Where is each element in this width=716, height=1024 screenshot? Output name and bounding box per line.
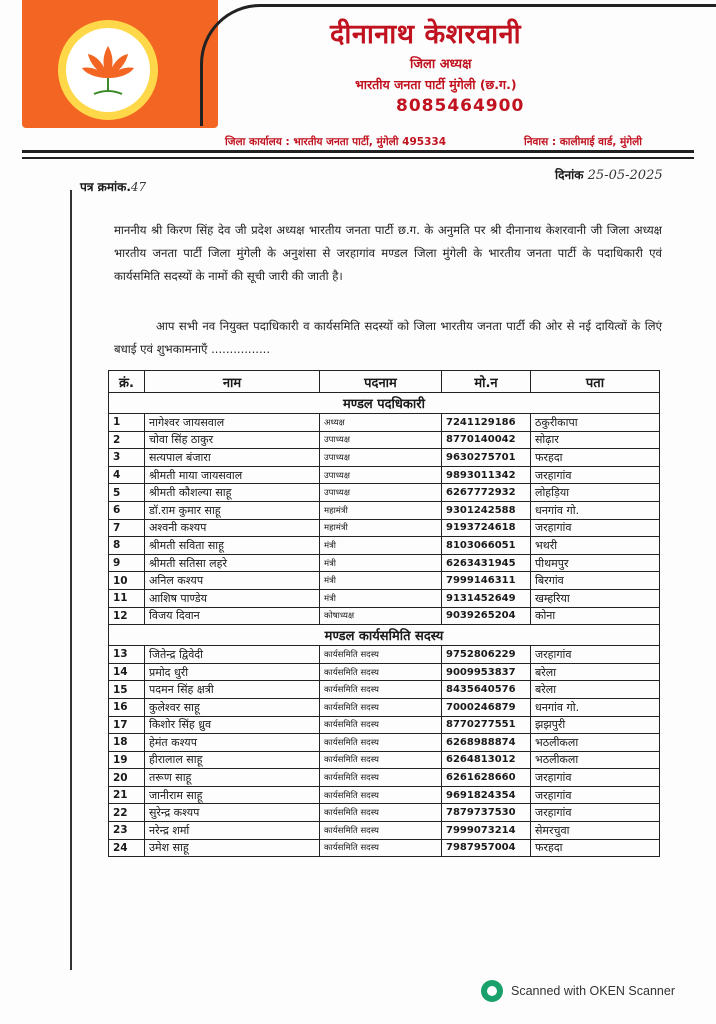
section-officials-title: मण्डल पदधिकारी (109, 393, 660, 414)
cell-name: अश्वनी कश्यप (145, 519, 320, 537)
table-row (109, 839, 660, 857)
cell-name: श्रीमती माया जायसवाल (145, 466, 320, 484)
header-address: पता (531, 371, 660, 393)
cell-mobile: 9009953837 (442, 663, 531, 681)
table-row (109, 822, 660, 840)
cell-mobile: 9131452649 (442, 589, 531, 607)
table-row (109, 519, 660, 537)
residence-address: निवास : कालीमाई वार्ड, मुंगेली (524, 136, 642, 148)
lotus-icon (66, 28, 150, 112)
reference-number: पत्र क्रमांक.47 (80, 180, 147, 194)
cell-name: जानीराम साहू (145, 786, 320, 804)
cell-post: कार्यसमिति सदस्य (320, 716, 442, 734)
cell-address: फरहदा (531, 449, 660, 467)
cell-post: कोषाध्यक्ष (320, 607, 442, 625)
section-members (109, 625, 660, 646)
cell-name: सुरेन्द्र कश्यप (145, 804, 320, 822)
table-row (109, 681, 660, 699)
body-paragraph-2: आप सभी नव नियुक्त पदाधिकारी व कार्यसमिति सदस्यों को जिला भारतीय जनता पार्टी की ओर से नई दायित्वों के लिएं बधाई एवं शुभकामनाएँ ................ (114, 319, 662, 356)
cell-mobile: 7879737530 (442, 804, 531, 822)
cell-name: नागेश्वर जायसवाल (145, 414, 320, 432)
cell-post: कार्यसमिति सदस्य (320, 804, 442, 822)
table-row (109, 414, 660, 432)
cell-name: आशिष पाण्डेय (145, 589, 320, 607)
table-row (109, 501, 660, 519)
office-address: जिला कार्यालय : भारतीय जनता पार्टी, मुंगेली 495334 (225, 136, 446, 148)
cell-serial: 7 (109, 519, 145, 537)
cell-serial: 10 (109, 572, 145, 590)
table-row (109, 804, 660, 822)
cell-name: श्रीमती सतिसा लहरे (145, 554, 320, 572)
cell-name: विजय दिवान (145, 607, 320, 625)
header-rule-bottom (22, 157, 694, 159)
cell-name: उमेश साहू (145, 839, 320, 857)
cell-serial: 5 (109, 484, 145, 502)
body-paragraph-1: माननीय श्री किरण सिंह देव जी प्रदेश अध्यक्ष भारतीय जनता पार्टी छ.ग. के अनुमति पर श्री दीनानाथ केशरवानी जी जिला अध्यक्ष भारतीय जनता पार्टी जिला मुंगेली के अनुशंसा से जरहागांव मण्डल जिला मुंगेली के भारतीय जनता पार्टी के पदाधिकारी एवं कार्यसमिति सदस्यों के नामों की सूची जारी की जाती है। (114, 223, 662, 283)
cell-name: हेमंत कश्यप (145, 734, 320, 752)
cell-mobile: 9752806229 (442, 646, 531, 664)
cell-post: मंत्री (320, 554, 442, 572)
cell-serial: 24 (109, 839, 145, 857)
table-row (109, 431, 660, 449)
cell-mobile: 7000246879 (442, 698, 531, 716)
cell-post: कार्यसमिति सदस्य (320, 646, 442, 664)
letterhead-party: भारतीय जनता पार्टी मुंगेली (छ.ग.) (355, 77, 517, 92)
date-value: 25-05-2025 (587, 168, 663, 183)
cell-mobile: 7241129186 (442, 414, 531, 432)
cell-mobile: 8435640576 (442, 681, 531, 699)
cell-serial: 19 (109, 751, 145, 769)
cell-address: फरहदा (531, 839, 660, 857)
cell-mobile: 8770277551 (442, 716, 531, 734)
cell-address: सेमरचुवा (531, 822, 660, 840)
scanner-watermark (481, 980, 675, 1002)
cell-name: पदमन सिंह क्षत्री (145, 681, 320, 699)
header-rule-top (22, 150, 694, 153)
cell-name: कुलेश्वर साहू (145, 698, 320, 716)
cell-name: हीरालाल साहू (145, 751, 320, 769)
cell-address: धनगांव गो. (531, 698, 660, 716)
cell-mobile: 9691824354 (442, 786, 531, 804)
cell-name: नरेन्द्र शर्मा (145, 822, 320, 840)
cell-post: कार्यसमिति सदस्य (320, 769, 442, 787)
cell-name: श्रीमती सविता साहू (145, 537, 320, 555)
cell-mobile: 7999146311 (442, 572, 531, 590)
table-row (109, 572, 660, 590)
cell-post: अध्यक्ष (320, 414, 442, 432)
letterhead-name: दीनानाथ केशरवानी (330, 19, 522, 50)
cell-serial: 8 (109, 537, 145, 555)
cell-serial: 20 (109, 769, 145, 787)
cell-post: कार्यसमिति सदस्य (320, 822, 442, 840)
cell-name: प्रमोद धुरी (145, 663, 320, 681)
cell-name: अनिल कश्यप (145, 572, 320, 590)
cell-post: कार्यसमिति सदस्य (320, 786, 442, 804)
members-table (108, 370, 660, 857)
table-row (109, 786, 660, 804)
table-row (109, 484, 660, 502)
cell-address: सोढ़ार (531, 431, 660, 449)
cell-address: बिरगांव (531, 572, 660, 590)
cell-address: बरेला (531, 681, 660, 699)
cell-name: जितेन्द्र द्विवेदी (145, 646, 320, 664)
cell-post: उपाध्यक्ष (320, 484, 442, 502)
table-row (109, 646, 660, 664)
table-row (109, 751, 660, 769)
cell-mobile: 9301242588 (442, 501, 531, 519)
cell-address: जरहागांव (531, 646, 660, 664)
ref-value: 47 (130, 180, 147, 194)
cell-serial: 3 (109, 449, 145, 467)
cell-mobile: 6261628660 (442, 769, 531, 787)
letterhead-post: जिला अध्यक्ष (410, 57, 472, 72)
cell-mobile: 9630275701 (442, 449, 531, 467)
cell-address: जरहागांव (531, 804, 660, 822)
cell-post: महामंत्री (320, 519, 442, 537)
cell-post: कार्यसमिति सदस्य (320, 839, 442, 857)
cell-serial: 18 (109, 734, 145, 752)
cell-mobile: 6264813012 (442, 751, 531, 769)
header-post: पदनाम (320, 371, 442, 393)
cell-address: झझपुरी (531, 716, 660, 734)
cell-serial: 22 (109, 804, 145, 822)
table-row (109, 449, 660, 467)
cell-serial: 2 (109, 431, 145, 449)
cell-serial: 16 (109, 698, 145, 716)
table-header-row (109, 371, 660, 393)
cell-post: कार्यसमिति सदस्य (320, 751, 442, 769)
cell-name: तरूण साहू (145, 769, 320, 787)
cell-post: मंत्री (320, 572, 442, 590)
table-row (109, 734, 660, 752)
cell-serial: 6 (109, 501, 145, 519)
cell-name: किशोर सिंह ध्रुव (145, 716, 320, 734)
cell-mobile: 9039265204 (442, 607, 531, 625)
cell-mobile: 9193724618 (442, 519, 531, 537)
table-row (109, 607, 660, 625)
cell-address: खम्हरिया (531, 589, 660, 607)
cell-address: जरहागांव (531, 769, 660, 787)
cell-address: जरहागांव (531, 519, 660, 537)
cell-name: श्रीमती कौशल्या साहू (145, 484, 320, 502)
cell-post: कार्यसमिति सदस्य (320, 698, 442, 716)
cell-address: बरेला (531, 663, 660, 681)
table-row (109, 466, 660, 484)
cell-serial: 1 (109, 414, 145, 432)
cell-post: महामंत्री (320, 501, 442, 519)
ref-label: पत्र क्रमांक (80, 180, 127, 194)
cell-serial: 11 (109, 589, 145, 607)
cell-serial: 13 (109, 646, 145, 664)
cell-address: जरहागांव (531, 466, 660, 484)
section-members-title: मण्डल कार्यसमिति सदस्य (109, 625, 660, 646)
table-row (109, 537, 660, 555)
cell-mobile: 7999073214 (442, 822, 531, 840)
margin-line (70, 190, 72, 970)
table-row (109, 716, 660, 734)
cell-mobile: 6268988874 (442, 734, 531, 752)
cell-name: चोवा सिंह ठाकुर (145, 431, 320, 449)
cell-address: भथरी (531, 537, 660, 555)
table-row (109, 663, 660, 681)
cell-serial: 21 (109, 786, 145, 804)
cell-serial: 23 (109, 822, 145, 840)
bjp-logo-panel (22, 0, 218, 128)
letterhead-phone: 8085464900 (396, 96, 525, 116)
cell-serial: 15 (109, 681, 145, 699)
cell-post: कार्यसमिति सदस्य (320, 734, 442, 752)
cell-post: कार्यसमिति सदस्य (320, 663, 442, 681)
cell-address: धनगांव गो. (531, 501, 660, 519)
cell-serial: 17 (109, 716, 145, 734)
cell-serial: 12 (109, 607, 145, 625)
cell-mobile: 6267772932 (442, 484, 531, 502)
cell-serial: 4 (109, 466, 145, 484)
cell-post: उपाध्यक्ष (320, 449, 442, 467)
cell-address: पीथमपुर (531, 554, 660, 572)
cell-name: डॉ.राम कुमार साहू (145, 501, 320, 519)
cell-post: उपाध्यक्ष (320, 431, 442, 449)
table-row (109, 589, 660, 607)
cell-mobile: 8103066051 (442, 537, 531, 555)
cell-post: मंत्री (320, 537, 442, 555)
cell-mobile: 6263431945 (442, 554, 531, 572)
cell-address: लोहड़िया (531, 484, 660, 502)
cell-address: कोना (531, 607, 660, 625)
oken-scanner-icon (481, 980, 503, 1002)
cell-name: सत्यपाल बंजारा (145, 449, 320, 467)
cell-address: ठकुरीकापा (531, 414, 660, 432)
cell-serial: 9 (109, 554, 145, 572)
cell-address: भठलीकला (531, 734, 660, 752)
cell-post: मंत्री (320, 589, 442, 607)
cell-serial: 14 (109, 663, 145, 681)
cell-address: भठलीकला (531, 751, 660, 769)
date-label: दिनांक (555, 168, 584, 182)
cell-address: जरहागांव (531, 786, 660, 804)
cell-post: कार्यसमिति सदस्य (320, 681, 442, 699)
cell-mobile: 9893011342 (442, 466, 531, 484)
scanner-text: Scanned with OKEN Scanner (511, 984, 675, 998)
cell-mobile: 8770140042 (442, 431, 531, 449)
table-row (109, 698, 660, 716)
header-mobile: मो.न (442, 371, 531, 393)
cell-post: उपाध्यक्ष (320, 466, 442, 484)
logo-ring (58, 20, 158, 120)
section-officials (109, 393, 660, 414)
header-name: नाम (145, 371, 320, 393)
header-serial: क्रं. (109, 371, 145, 393)
cell-mobile: 7987957004 (442, 839, 531, 857)
table-row (109, 554, 660, 572)
letter-date (555, 166, 663, 183)
table-row (109, 769, 660, 787)
